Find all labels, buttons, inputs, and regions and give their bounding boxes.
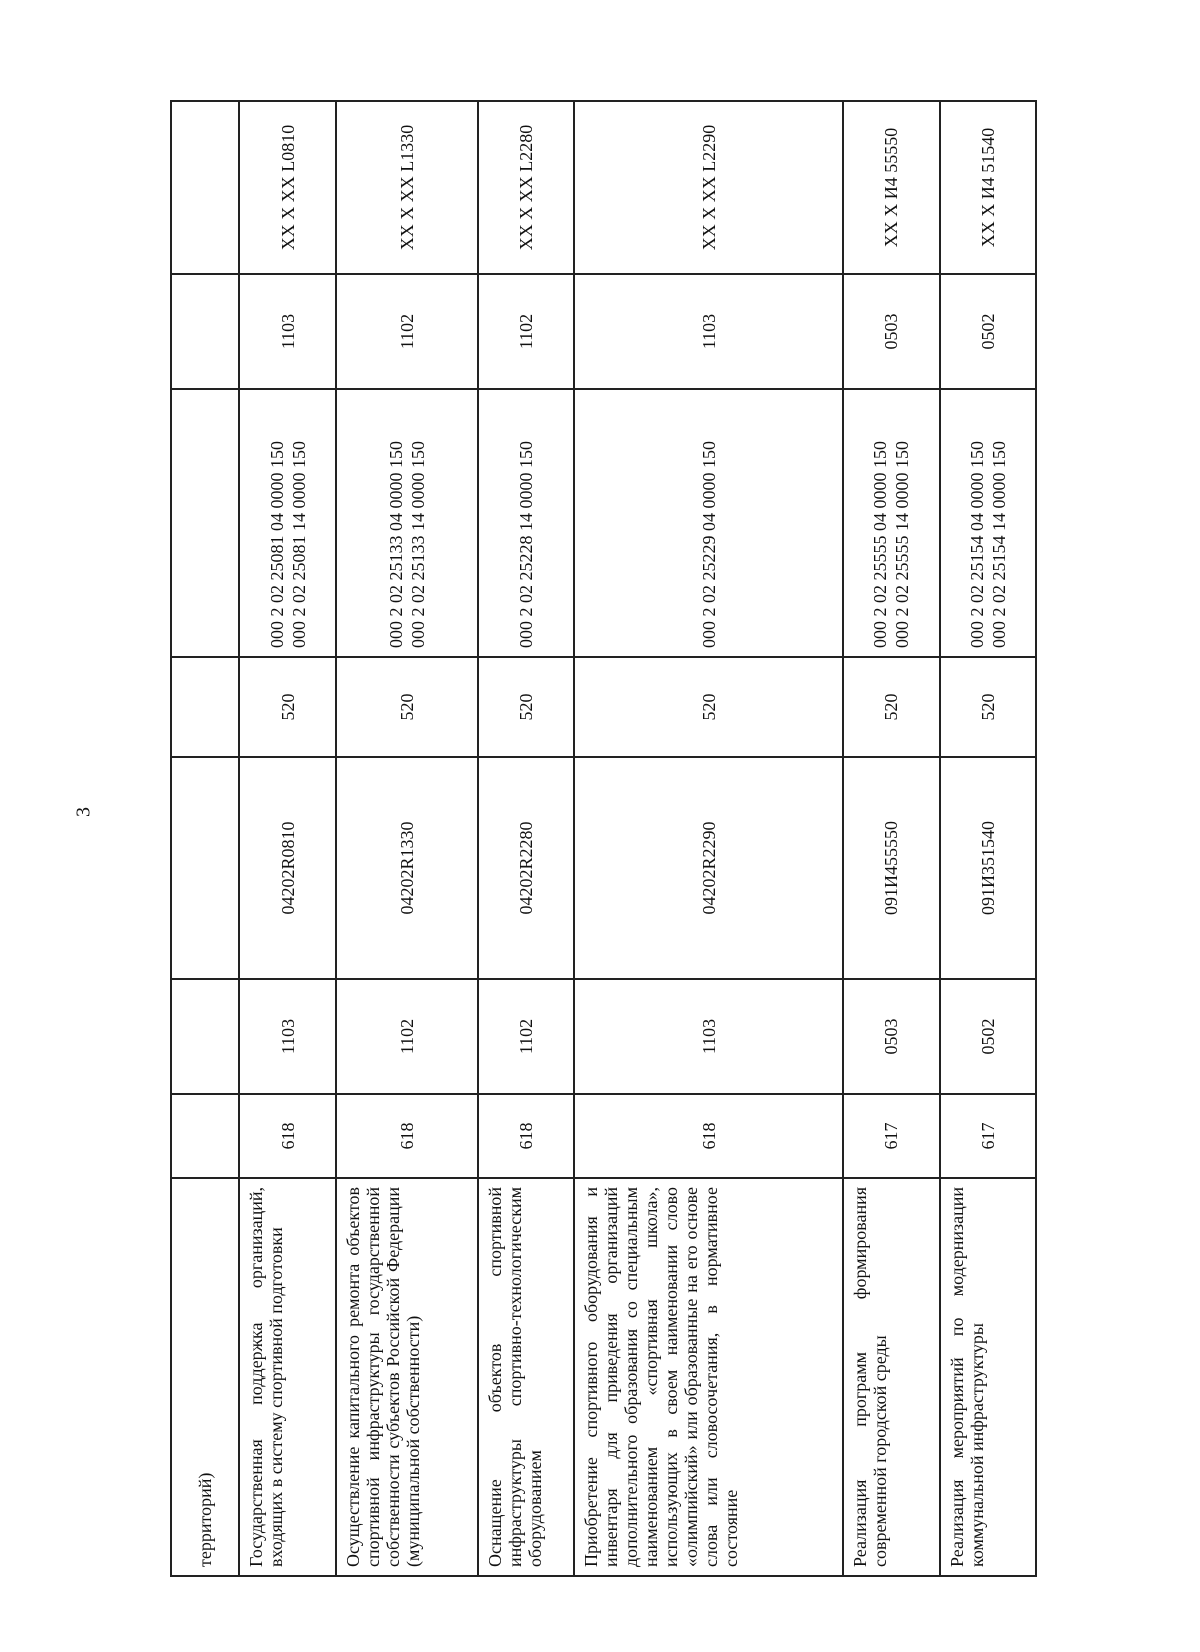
revenue-code: 000 2 02 25133 04 0000 150: [385, 441, 406, 648]
revenue-code: 000 2 02 25555 14 0000 150: [892, 441, 913, 648]
page-number: 3: [72, 807, 95, 817]
cell-expense-type: 520: [843, 657, 939, 757]
cell-revenue-codes: [843, 389, 939, 657]
table-row: [574, 101, 843, 1576]
revenue-code: 000 2 02 25081 04 0000 150: [266, 441, 287, 648]
cell-target: 04202R0810: [239, 757, 335, 979]
cell-code-a: 618: [336, 1094, 478, 1178]
cell-empty: [171, 274, 239, 389]
cell-target: 091И455550: [843, 757, 939, 979]
revenue-code: 000 2 02 25081 14 0000 150: [288, 441, 309, 648]
cell-empty: [171, 101, 239, 274]
cell-empty: [171, 979, 239, 1094]
table-row: [336, 101, 478, 1576]
cell-name: Приобретение спортивного оборудования и инвентаря для приведения организаций дополнительного образования со специальным наименованием «спортивная школа», использующих в своем наименовании слово «олимпийский» или образованные на его основе слова или словосочетания, в нормативное состояние: [574, 1178, 843, 1576]
cell-target: 04202R1330: [336, 757, 478, 979]
cell-section-a: 1103: [574, 979, 843, 1094]
table-row: [843, 101, 939, 1576]
cell-name: территорий): [171, 1178, 239, 1576]
cell-section-a: 1102: [336, 979, 478, 1094]
cell-section-b: 0502: [940, 274, 1036, 389]
revenue-code: 000 2 02 25229 04 0000 150: [698, 441, 719, 648]
cell-section-a: 1103: [239, 979, 335, 1094]
cell-kosgu: XX X XX L2290: [574, 101, 843, 274]
cell-section-b: 1102: [336, 274, 478, 389]
cell-expense-type: 520: [239, 657, 335, 757]
cell-section-a: 0502: [940, 979, 1036, 1094]
cell-code-a: 618: [478, 1094, 574, 1178]
cell-target: 04202R2290: [574, 757, 843, 979]
revenue-code: 000 2 02 25555 04 0000 150: [870, 441, 891, 648]
cell-kosgu: XX X XX L1330: [336, 101, 478, 274]
cell-revenue-codes: [336, 389, 478, 657]
cell-code-a: 617: [940, 1094, 1036, 1178]
cell-kosgu: XX X И4 55550: [843, 101, 939, 274]
cell-expense-type: 520: [574, 657, 843, 757]
cell-revenue-codes: [940, 389, 1036, 657]
cell-section-a: 0503: [843, 979, 939, 1094]
cell-section-b: 1102: [478, 274, 574, 389]
cell-empty: [171, 389, 239, 657]
cell-revenue-codes: [574, 389, 843, 657]
cell-kosgu: XX X XX L0810: [239, 101, 335, 274]
cell-expense-type: 520: [478, 657, 574, 757]
table-row: [940, 101, 1036, 1576]
revenue-code: 000 2 02 25133 14 0000 150: [407, 441, 428, 648]
cell-name: Осуществление капитального ремонта объектов спортивной инфраструктуры государственной собственности субъектов Российской Федерации (муниципальной собственности): [336, 1178, 478, 1576]
budget-codes-table: [170, 102, 1037, 1577]
cell-section-b: 1103: [239, 274, 335, 389]
table-row: [478, 101, 574, 1576]
cell-name: Государственная поддержка организаций, входящих в систему спортивной подготовки: [239, 1178, 335, 1576]
revenue-code: 000 2 02 25154 14 0000 150: [988, 441, 1009, 648]
cell-expense-type: 520: [940, 657, 1036, 757]
table-row: [239, 101, 335, 1576]
cell-empty: [171, 657, 239, 757]
cell-expense-type: 520: [336, 657, 478, 757]
cell-code-a: 618: [239, 1094, 335, 1178]
cell-revenue-codes: [478, 389, 574, 657]
cell-target: 091И351540: [940, 757, 1036, 979]
cell-kosgu: XX X XX L2280: [478, 101, 574, 274]
cell-section-b: 0503: [843, 274, 939, 389]
cell-name: Оснащение объектов спортивной инфраструктуры спортивно-технологическим оборудованием: [478, 1178, 574, 1576]
cell-section-a: 1102: [478, 979, 574, 1094]
cell-empty: [171, 1094, 239, 1178]
cell-name: Реализация мероприятий по модернизации коммунальной инфраструктуры: [940, 1178, 1036, 1576]
cell-empty: [171, 757, 239, 979]
cell-section-b: 1103: [574, 274, 843, 389]
table-row: [171, 101, 239, 1576]
cell-target: 04202R2280: [478, 757, 574, 979]
cell-name: Реализация программ формирования современной городской среды: [843, 1178, 939, 1576]
cell-code-a: 617: [843, 1094, 939, 1178]
revenue-code: 000 2 02 25228 14 0000 150: [515, 441, 536, 648]
revenue-code: 000 2 02 25154 04 0000 150: [966, 441, 987, 648]
cell-code-a: 618: [574, 1094, 843, 1178]
cell-revenue-codes: [239, 389, 335, 657]
cell-kosgu: XX X И4 51540: [940, 101, 1036, 274]
